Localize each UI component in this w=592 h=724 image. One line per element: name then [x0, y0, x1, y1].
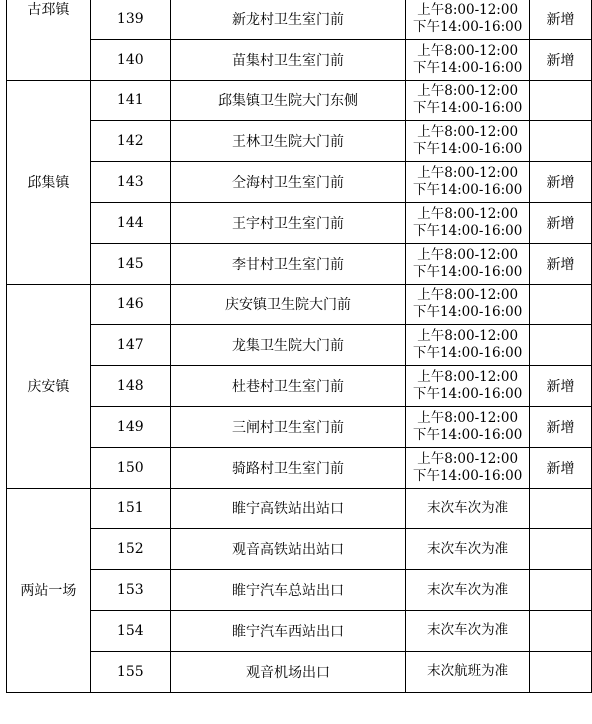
hours-line: 下午14:00-16:00	[412, 222, 523, 239]
note-cell: 新增	[530, 0, 592, 39]
site-name: 杜巷村卫生室门前	[170, 366, 406, 407]
hours-line: 末次车次为准	[427, 581, 509, 598]
hours-line: 下午14:00-16:00	[412, 100, 523, 117]
service-hours	[406, 39, 530, 80]
hours-line: 下午14:00-16:00	[412, 141, 523, 158]
service-hours	[406, 243, 530, 284]
hours-line: 下午14:00-16:00	[412, 304, 523, 321]
hours-line: 上午8:00-12:00	[417, 450, 519, 467]
note-cell	[530, 610, 592, 651]
table-row	[7, 488, 592, 529]
row-number: 150	[90, 447, 170, 488]
site-name: 王林卫生院大门前	[170, 121, 406, 162]
service-hours	[406, 202, 530, 243]
note-cell: 新增	[530, 406, 592, 447]
hours-line: 下午14:00-16:00	[412, 182, 523, 199]
service-hours	[406, 366, 530, 407]
row-number: 145	[90, 243, 170, 284]
row-number: 148	[90, 366, 170, 407]
hours-line: 上午8:00-12:00	[417, 409, 519, 426]
hours-line: 上午8:00-12:00	[417, 369, 519, 386]
table-row	[7, 570, 592, 611]
service-hours	[406, 488, 530, 529]
site-name: 庆安镇卫生院大门前	[170, 284, 406, 325]
note-cell: 新增	[530, 243, 592, 284]
hours-line: 上午8:00-12:00	[417, 42, 519, 59]
note-cell: 新增	[530, 366, 592, 407]
row-number: 140	[90, 39, 170, 80]
hours-line: 末次车次为准	[427, 540, 509, 557]
note-cell	[530, 121, 592, 162]
table-row	[7, 610, 592, 651]
hours-line: 上午8:00-12:00	[417, 287, 519, 304]
note-cell	[530, 488, 592, 529]
hours-line: 下午14:00-16:00	[412, 426, 523, 443]
town-cell	[7, 0, 91, 80]
service-hours	[406, 651, 530, 692]
hours-line: 下午14:00-16:00	[412, 467, 523, 484]
site-name: 三闸村卫生室门前	[170, 406, 406, 447]
site-name: 邱集镇卫生院大门东侧	[170, 80, 406, 121]
service-hours	[406, 406, 530, 447]
row-number: 152	[90, 529, 170, 570]
hours-line: 下午14:00-16:00	[412, 345, 523, 362]
site-name: 观音高铁站出站口	[170, 529, 406, 570]
row-number: 153	[90, 570, 170, 611]
table-row	[7, 325, 592, 366]
note-cell: 新增	[530, 202, 592, 243]
table-row	[7, 243, 592, 284]
hours-line: 上午8:00-12:00	[417, 1, 519, 18]
row-number: 142	[90, 121, 170, 162]
note-cell	[530, 80, 592, 121]
town-cell	[7, 80, 91, 284]
row-number: 146	[90, 284, 170, 325]
table-body	[7, 0, 592, 692]
site-name: 王宇村卫生室门前	[170, 202, 406, 243]
row-number: 154	[90, 610, 170, 651]
site-name: 观音机场出口	[170, 651, 406, 692]
site-name: 龙集卫生院大门前	[170, 325, 406, 366]
note-cell: 新增	[530, 39, 592, 80]
hours-line: 下午14:00-16:00	[412, 18, 523, 35]
table-row	[7, 447, 592, 488]
table-row	[7, 162, 592, 203]
note-cell: 新增	[530, 162, 592, 203]
service-hours	[406, 80, 530, 121]
service-hours	[406, 284, 530, 325]
service-hours	[406, 529, 530, 570]
hours-line: 上午8:00-12:00	[417, 165, 519, 182]
town-name: 邱集镇	[27, 175, 70, 192]
town-cell	[7, 488, 91, 692]
row-number: 144	[90, 202, 170, 243]
site-name: 骑路村卫生室门前	[170, 447, 406, 488]
service-hours	[406, 162, 530, 203]
town-name: 庆安镇	[27, 379, 70, 396]
note-cell	[530, 284, 592, 325]
service-hours	[406, 0, 530, 39]
hours-line: 下午14:00-16:00	[412, 263, 523, 280]
town-cell	[7, 284, 91, 488]
row-number: 139	[90, 0, 170, 39]
table-row	[7, 366, 592, 407]
hours-line: 上午8:00-12:00	[417, 83, 519, 100]
service-hours	[406, 325, 530, 366]
table-row	[7, 529, 592, 570]
hours-line: 上午8:00-12:00	[417, 328, 519, 345]
table-row	[7, 80, 592, 121]
row-number: 155	[90, 651, 170, 692]
site-name: 睢宁汽车西站出口	[170, 610, 406, 651]
row-number: 143	[90, 162, 170, 203]
hours-line: 上午8:00-12:00	[417, 205, 519, 222]
row-number: 147	[90, 325, 170, 366]
hours-line: 末次车次为准	[427, 499, 509, 516]
table-row	[7, 121, 592, 162]
note-cell	[530, 529, 592, 570]
testing-sites-table	[6, 0, 592, 693]
note-cell	[530, 325, 592, 366]
note-cell: 新增	[530, 447, 592, 488]
service-hours	[406, 121, 530, 162]
hours-line: 末次车次为准	[427, 622, 509, 639]
town-name: 古邳镇	[27, 2, 70, 19]
town-name: 两站一场	[20, 583, 77, 600]
service-hours	[406, 570, 530, 611]
hours-line: 末次航班为准	[427, 663, 509, 680]
site-name: 睢宁汽车总站出口	[170, 570, 406, 611]
service-hours	[406, 447, 530, 488]
site-name: 睢宁高铁站出站口	[170, 488, 406, 529]
site-name: 李甘村卫生室门前	[170, 243, 406, 284]
note-cell	[530, 651, 592, 692]
site-name: 新龙村卫生室门前	[170, 0, 406, 39]
service-hours	[406, 610, 530, 651]
row-number: 151	[90, 488, 170, 529]
note-cell	[530, 570, 592, 611]
table-row	[7, 651, 592, 692]
table-row	[7, 39, 592, 80]
site-name: 苗集村卫生室门前	[170, 39, 406, 80]
hours-line: 上午8:00-12:00	[417, 246, 519, 263]
site-name: 仝海村卫生室门前	[170, 162, 406, 203]
hours-line: 上午8:00-12:00	[417, 124, 519, 141]
table-row	[7, 284, 592, 325]
table-row	[7, 0, 592, 39]
hours-line: 下午14:00-16:00	[412, 386, 523, 403]
row-number: 141	[90, 80, 170, 121]
table-row	[7, 406, 592, 447]
hours-line: 下午14:00-16:00	[412, 59, 523, 76]
row-number: 149	[90, 406, 170, 447]
table-row	[7, 202, 592, 243]
